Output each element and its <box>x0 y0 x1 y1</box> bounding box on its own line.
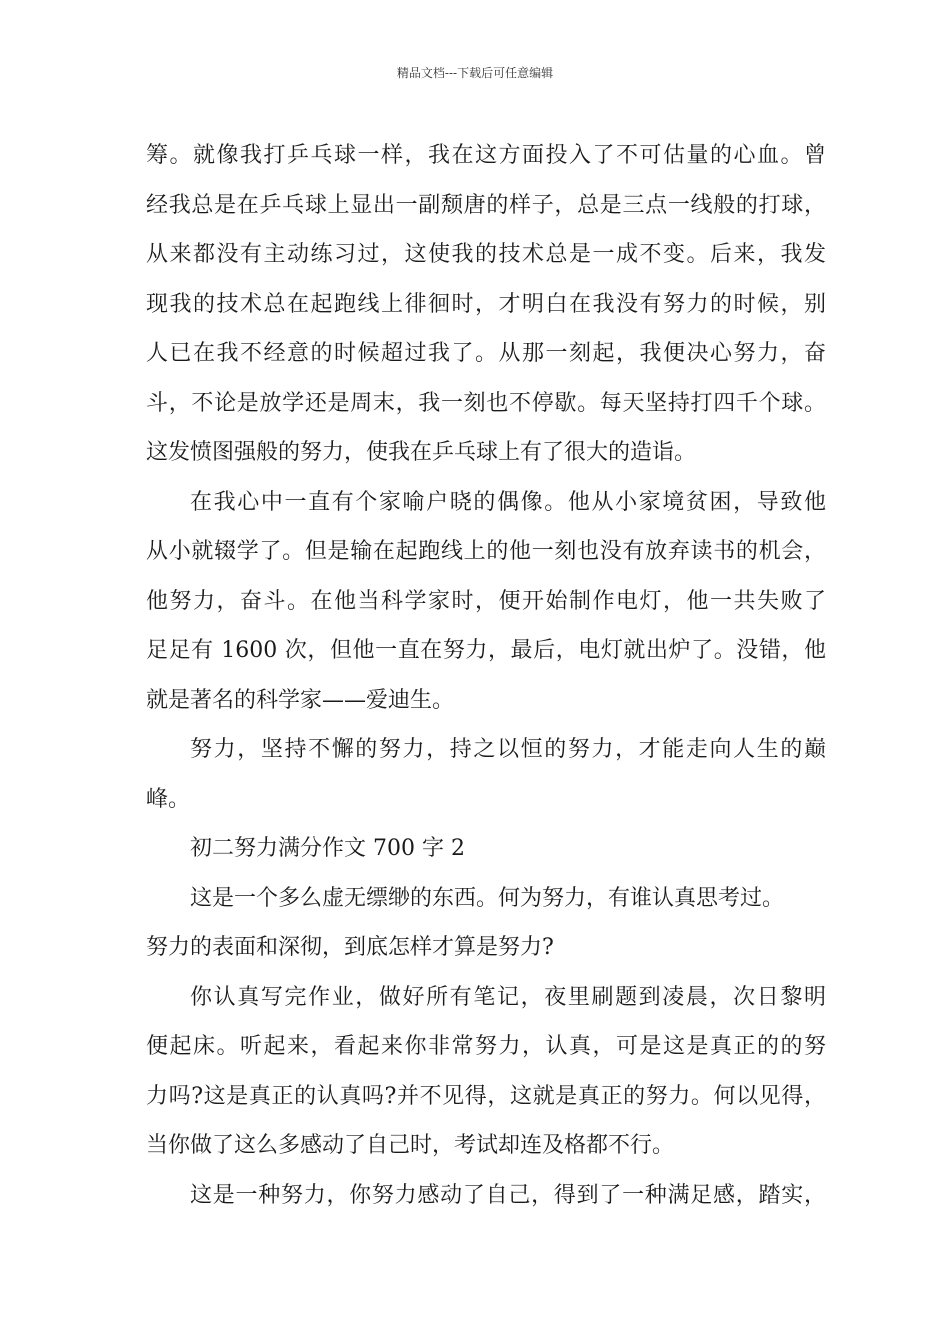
text-line: 就是著名的科学家——爱迪生。 <box>146 687 455 713</box>
text-line: 足足有 1600 次，但他一直在努力，最后，电灯就出炉了。没错，他 <box>146 638 826 663</box>
text-line: 经我总是在乒乓球上显出一副颓唐的样子，总是三点一线般的打球， <box>146 192 826 218</box>
text-line: 斗，不论是放学还是周末，我一刻也不停歇。每天坚持打四千个球。 <box>146 390 826 416</box>
text-line: 人已在我不经意的时候超过我了。从那一刻起，我便决心努力，奋 <box>146 341 826 366</box>
text-line: 他努力，奋斗。在他当科学家时，便开始制作电灯，他一共失败了 <box>146 588 826 614</box>
text-line: 峰。 <box>146 786 191 812</box>
text-line: 从小就辍学了。但是输在起跑线上的他一刻也没有放弃读书的机会， <box>146 539 826 564</box>
document-body <box>146 131 826 1220</box>
text-line: 力吗?这是真正的认真吗?并不见得，这就是真正的努力。何以见得， <box>146 1083 826 1109</box>
text-line: 当你做了这么多感动了自己时，考试却连及格都不行。 <box>146 1133 675 1158</box>
text-line: 这是一种努力，你努力感动了自己，得到了一种满足感，踏实， <box>190 1182 826 1208</box>
text-line: 你认真写完作业，做好所有笔记，夜里刷题到凌晨，次日黎明 <box>190 984 826 1010</box>
text-line: 这发愤图强般的努力，使我在乒乓球上有了很大的造诣。 <box>146 440 697 465</box>
page-header: 精品文档---下载后可任意编辑 <box>396 66 554 80</box>
text-line: 初二努力满分作文 700 字 2 <box>190 836 465 861</box>
text-line: 这是一个多么虚无缥缈的东西。何为努力，有谁认真思考过。 <box>190 885 785 911</box>
text-line: 在我心中一直有个家喻户晓的偶像。他从小家境贫困，导致他 <box>190 489 826 515</box>
text-line: 努力的表面和深彻，到底怎样才算是努力? <box>146 935 554 960</box>
text-line: 从来都没有主动练习过，这使我的技术总是一成不变。后来，我发 <box>146 242 826 267</box>
text-line: 便起床。听起来，看起来你非常努力，认真，可是这是真正的的努 <box>146 1034 826 1059</box>
text-line: 努力，坚持不懈的努力，持之以恒的努力，才能走向人生的巅 <box>190 737 826 762</box>
text-line: 现我的技术总在起跑线上徘徊时，才明白在我没有努力的时候，别 <box>146 291 826 317</box>
text-line: 筹。就像我打乒乓球一样，我在这方面投入了不可估量的心血。曾 <box>146 143 826 168</box>
